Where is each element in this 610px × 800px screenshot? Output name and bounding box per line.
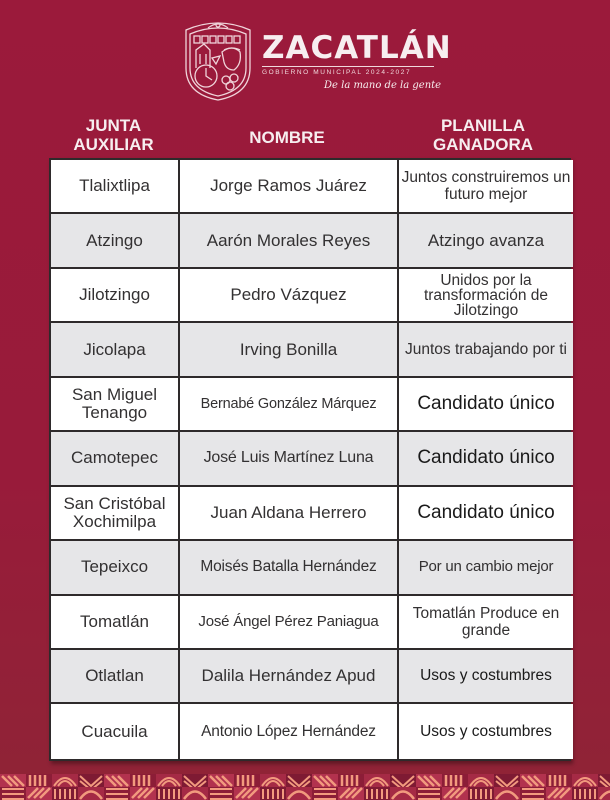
cell-junta: Cuacuila bbox=[51, 704, 178, 758]
municipal-logo bbox=[182, 18, 452, 102]
brand-subtitle: GOBIERNO MUNICIPAL 2024-2027 bbox=[262, 69, 412, 76]
table-row bbox=[51, 541, 569, 595]
table-row bbox=[51, 650, 569, 704]
cell-planilla: Candidato único bbox=[399, 432, 573, 484]
cell-junta: Tlalixtlipa bbox=[51, 160, 178, 212]
table-row bbox=[51, 214, 569, 268]
brand-name: ZACATLÁN bbox=[262, 30, 452, 66]
cell-planilla: Candidato único bbox=[399, 378, 573, 430]
cell-planilla: Usos y costumbres bbox=[399, 650, 573, 702]
cell-nombre: Pedro Vázquez bbox=[180, 269, 397, 321]
column-header-junta-auxiliar: JUNTA AUXILIAR bbox=[73, 116, 154, 154]
cell-planilla: Unidos por la transformación de Jilotzingo bbox=[399, 269, 573, 321]
table-row bbox=[51, 432, 569, 486]
brand-slogan: De la mano de la gente bbox=[324, 80, 442, 91]
cell-planilla: Juntos trabajando por ti bbox=[399, 323, 573, 375]
coat-of-arms-icon bbox=[182, 18, 254, 102]
cell-nombre: José Luis Martínez Luna bbox=[180, 432, 397, 484]
table-row bbox=[51, 704, 569, 758]
table-row bbox=[51, 269, 569, 323]
cell-junta: Tepeixco bbox=[51, 541, 178, 593]
cell-planilla: Atzingo avanza bbox=[399, 214, 573, 266]
table-row bbox=[51, 378, 569, 432]
brand-block bbox=[262, 30, 452, 91]
column-header-planilla-ganadora: PLANILLA GANADORA bbox=[432, 116, 534, 154]
cell-planilla: Por un cambio mejor bbox=[399, 541, 573, 593]
cell-nombre: Jorge Ramos Juárez bbox=[180, 160, 397, 212]
cell-nombre: Juan Aldana Herrero bbox=[180, 487, 397, 539]
cell-junta: San Cristóbal Xochimilpa bbox=[51, 487, 178, 539]
cell-planilla: Tomatlán Produce en grande bbox=[399, 596, 573, 648]
decorative-pattern-band bbox=[0, 774, 610, 800]
cell-junta: Camotepec bbox=[51, 432, 178, 484]
cell-junta: Atzingo bbox=[51, 214, 178, 266]
cell-planilla: Juntos construiremos un futuro mejor bbox=[399, 160, 573, 212]
brand-divider bbox=[262, 66, 434, 67]
cell-nombre: Dalila Hernández Apud bbox=[180, 650, 397, 702]
cell-junta: Jicolapa bbox=[51, 323, 178, 375]
cell-nombre: Moisés Batalla Hernández bbox=[180, 541, 397, 593]
cell-nombre: Irving Bonilla bbox=[180, 323, 397, 375]
cell-nombre: Bernabé González Márquez bbox=[180, 378, 397, 430]
cell-planilla: Candidato único bbox=[399, 487, 573, 539]
cell-nombre: Antonio López Hernández bbox=[180, 704, 397, 758]
column-header-nombre: NOMBRE bbox=[249, 128, 325, 147]
results-table bbox=[49, 158, 571, 761]
cell-junta: Jilotzingo bbox=[51, 269, 178, 321]
table-row bbox=[51, 323, 569, 377]
cell-junta: Otlatlan bbox=[51, 650, 178, 702]
cell-junta: Tomatlán bbox=[51, 596, 178, 648]
cell-nombre: José Ángel Pérez Paniagua bbox=[180, 596, 397, 648]
table-row bbox=[51, 487, 569, 541]
geometric-pattern-icon bbox=[0, 774, 610, 800]
table-row bbox=[51, 596, 569, 650]
cell-nombre: Aarón Morales Reyes bbox=[180, 214, 397, 266]
cell-planilla: Usos y costumbres bbox=[399, 704, 573, 758]
table-row bbox=[51, 160, 569, 214]
cell-junta: San Miguel Tenango bbox=[51, 378, 178, 430]
